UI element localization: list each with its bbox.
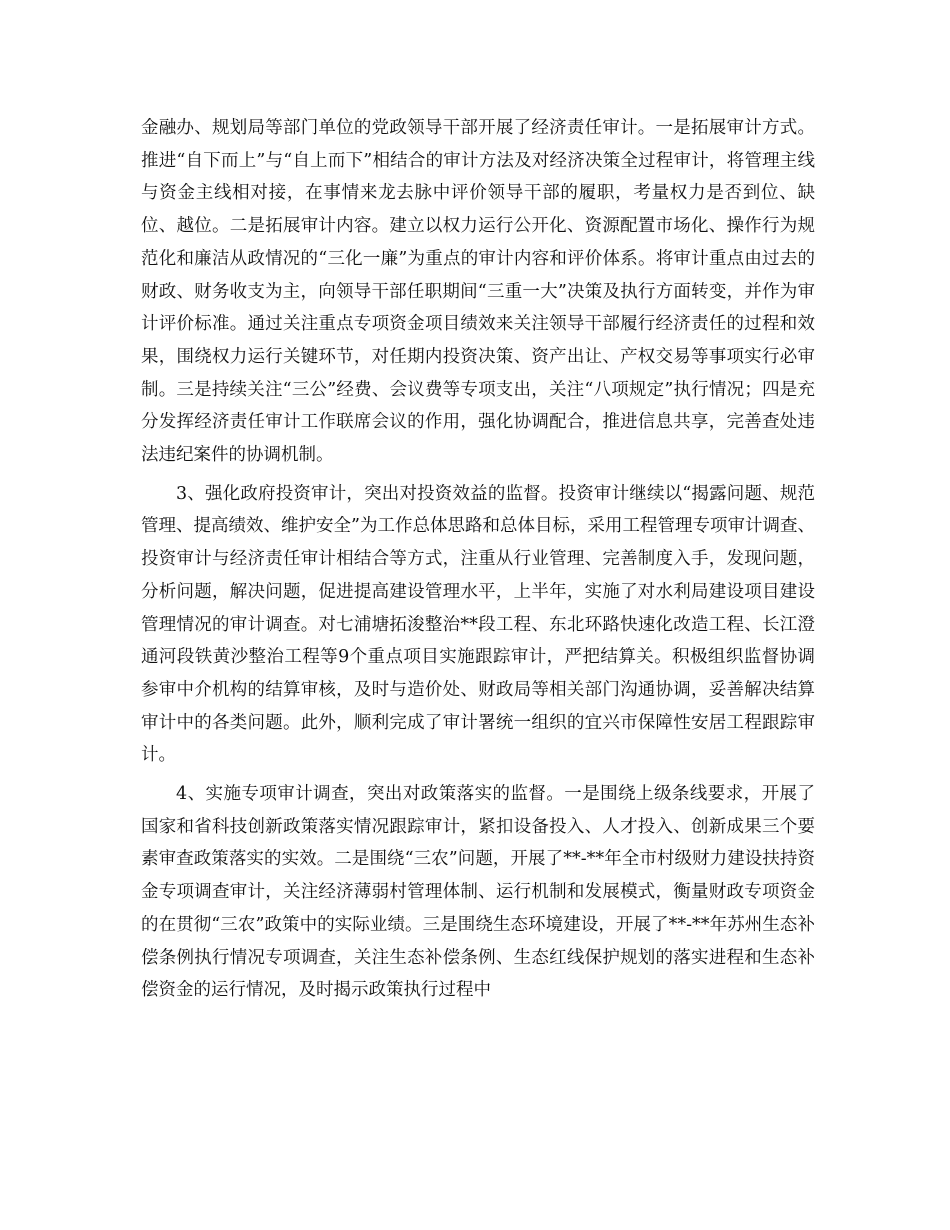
paragraph-economic-responsibility-audit: 金融办、规划局等部门单位的党政领导干部开展了经济责任审计。一是拓展审计方式。推进“自下而上”与“自上而下”相结合的审计方法及对经济决策全过程审计，将管理主线与资金主线相对接，在事情来龙去脉中评价领导干部的履职，考量权力是否到位、缺位、越位。二是拓展审计内容。建立以权力运行公开化、资源配置市场化、操作行为规范化和廉洁从政情况的“三化一廉”为重点的审计内容和评价体系。将审计重点由过去的财政、财务收支为主，向领导干部任职期间“三重一大”决策及执行方面转变，并作为审计评价标准。通过关注重点专项资金项目绩效来关注领导干部履行经济责任的过程和效果，围绕权力运行关键环节，对任期内投资决策、资产出让、产权交易等事项实行必审制。三是持续关注“三公”经费、会议费等专项支出，关注“八项规定”执行情况；四是充分发挥经济责任审计工作联席会议的作用，强化协调配合，推进信息共享，完善查处违法违纪案件的协调机制。 bbox=[141, 118, 815, 466]
document-page bbox=[141, 112, 815, 1007]
paragraph-investment-audit: 3、强化政府投资审计，突出对投资效益的监督。投资审计继续以“揭露问题、规范管理、提高绩效、维护安全”为工作总体思路和总体目标，采用工程管理专项审计调查、投资审计与经济责任审计相结合等方式，注重从行业管理、完善制度入手，发现问题，分析问题，解决问题，促进提高建设管理水平，上半年，实施了对水利局建设项目建设管理情况的审计调查。对七浦塘拓浚整治**段工程、东北环路快速化改造工程、长江澄通河段铁黄沙整治工程等9个重点项目实施跟踪审计，严把结算关。积极组织监督协调参审中介机构的结算审核，及时与造价处、财政局等相关部门沟通协调，妥善解决结算审计中的各类问题。此外，顺利完成了审计署统一组织的宜兴市保障性安居工程跟踪审计。 bbox=[141, 483, 815, 766]
paragraph-special-audit-investigation: 4、实施专项审计调查，突出对政策落实的监督。一是围绕上级条线要求，开展了国家和省科技创新政策落实情况跟踪审计，紧扣设备投入、人才投入、创新成果三个要素审查政策落实的实效。二是围绕“三农”问题，开展了**-**年全市村级财力建设扶持资金专项调查审计，关注经济薄弱村管理体制、运行机制和发展模式，衡量财政专项资金的在贯彻“三农”政策中的实际业绩。三是围绕生态环境建设，开展了**-**年苏州生态补偿条例执行情况专项调查，关注生态补偿条例、生态红线保护规划的落实进程和生态补偿资金的运行情况，及时揭示政策执行过程中 bbox=[141, 784, 815, 1001]
